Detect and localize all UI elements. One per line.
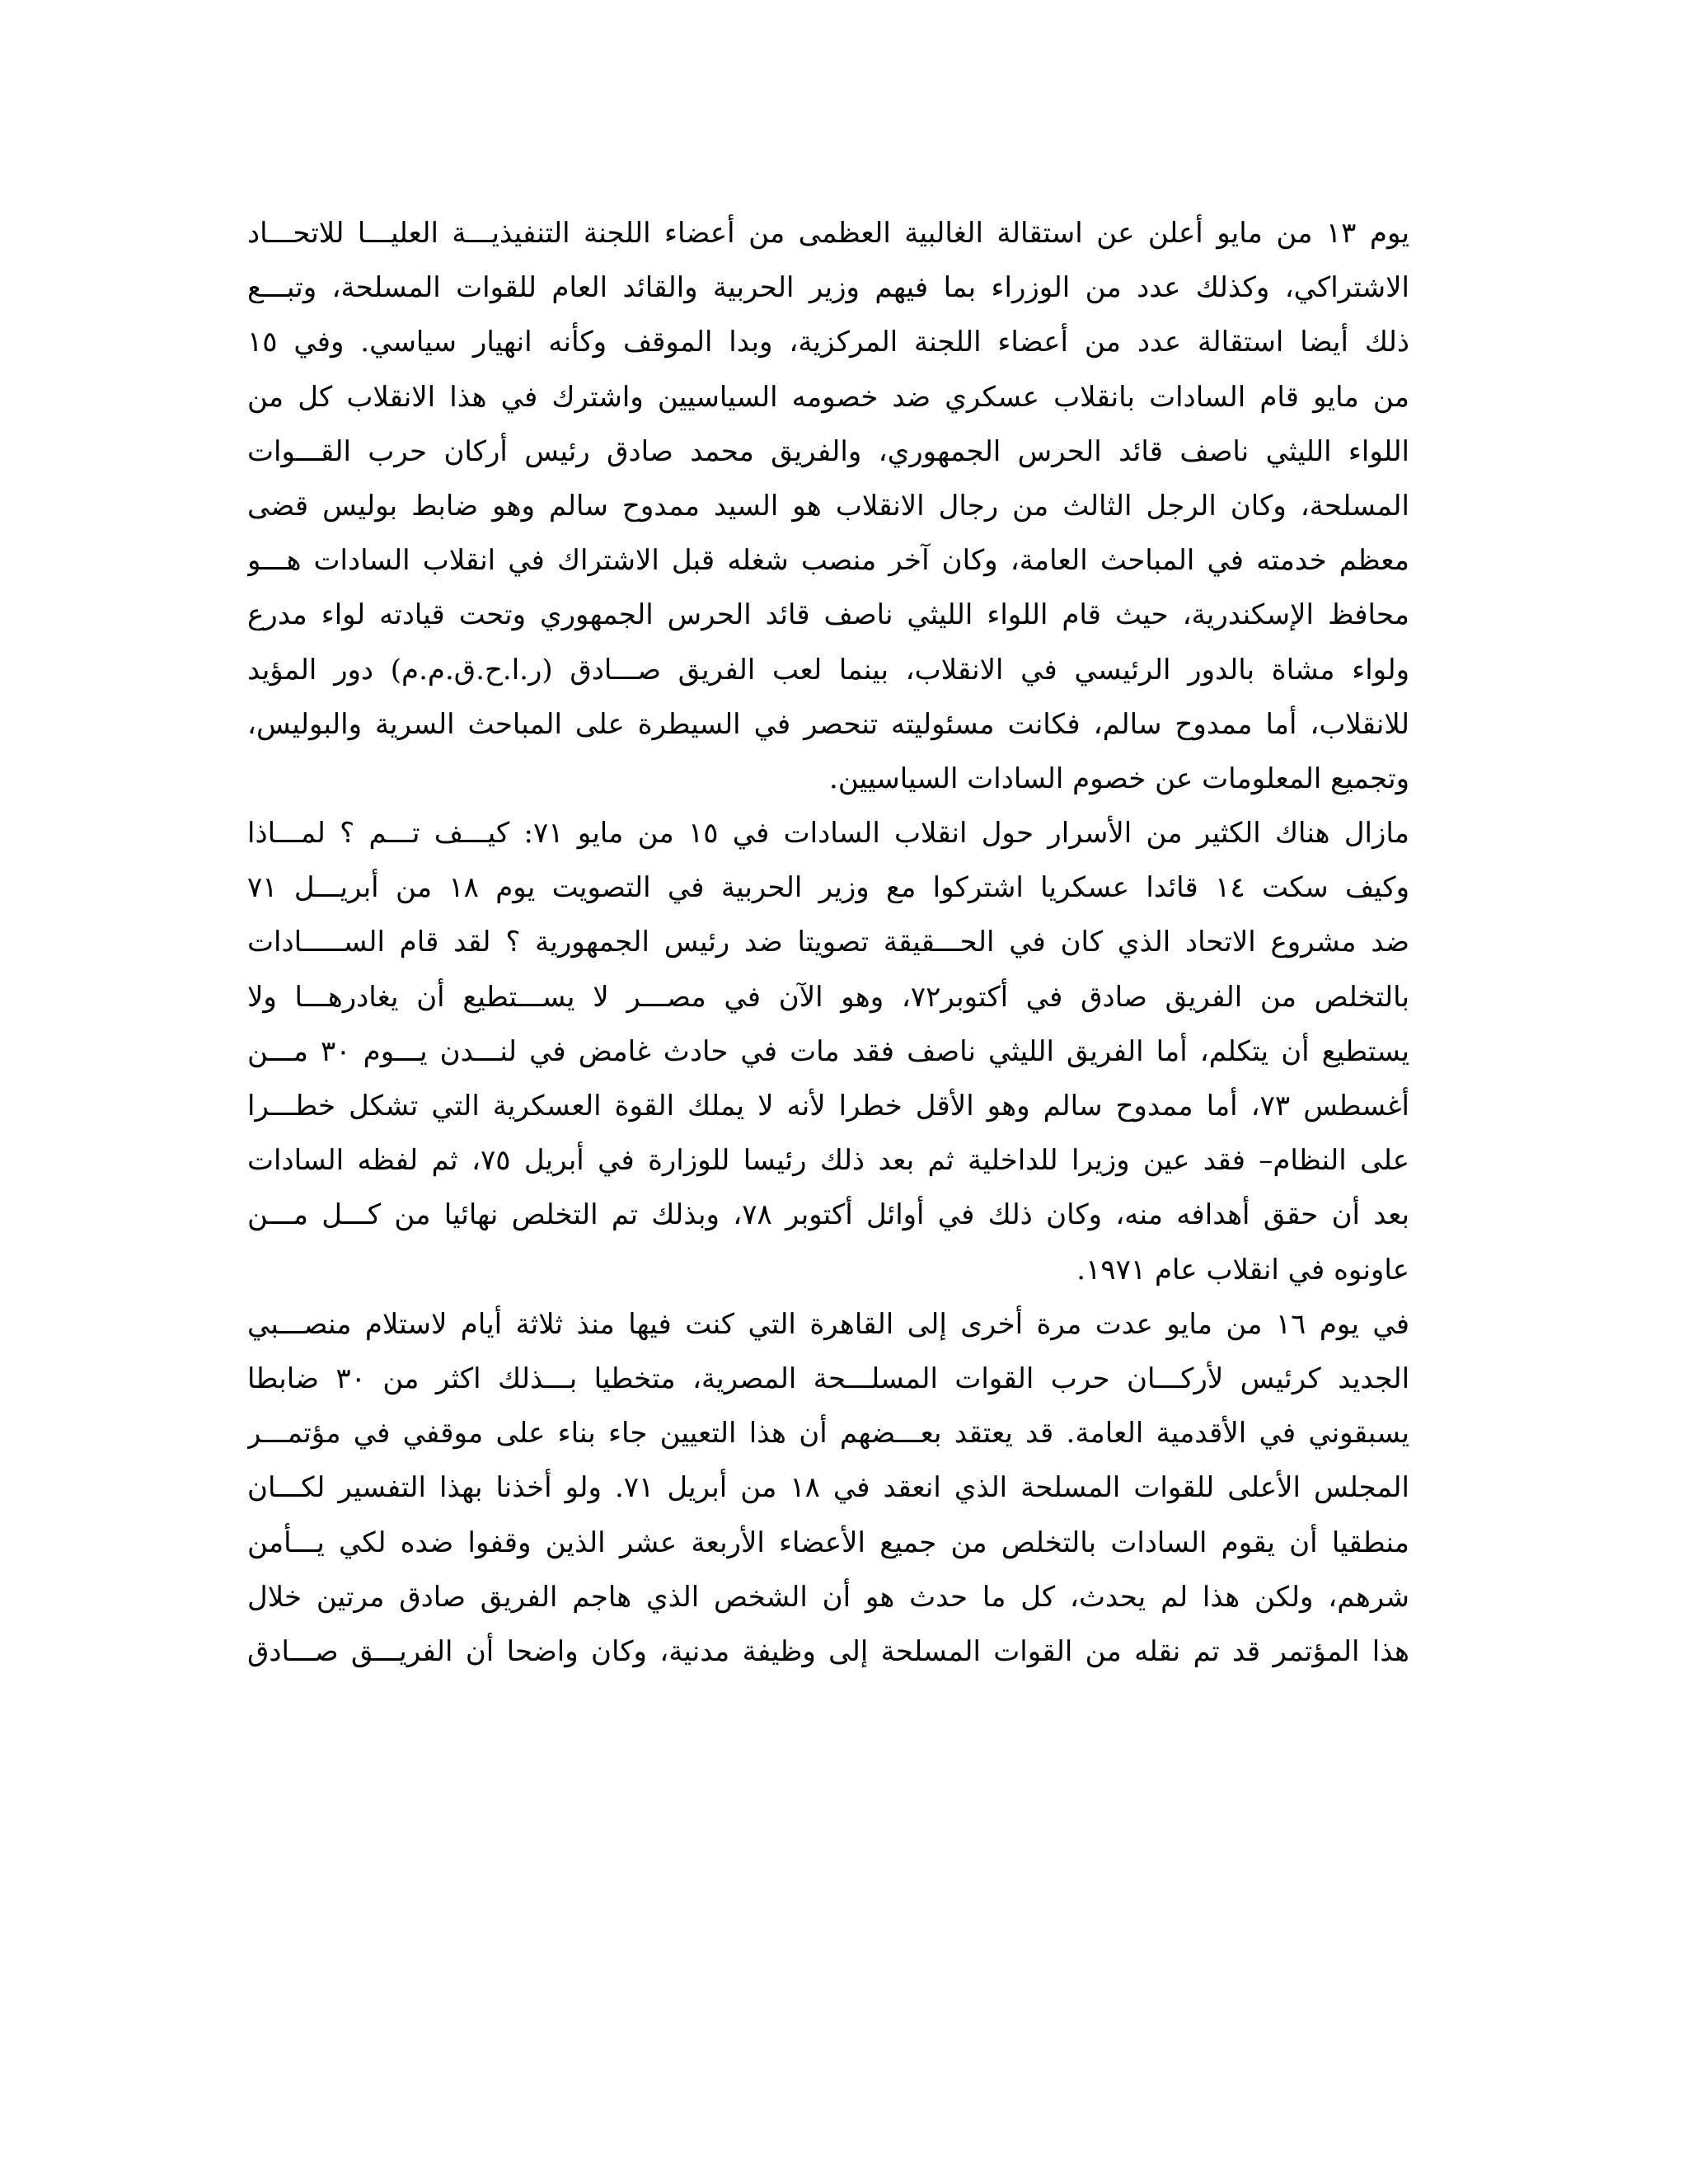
text-line: الاشتراكي، وكذلك عدد من الوزراء بما فيهم وزير الحربية والقائد العام للقوات المسلحة، وتبـــع (247, 271, 1409, 305)
paragraph-1 (247, 206, 1409, 806)
text-line: ذلك أيضا استقالة عدد من أعضاء اللجنة المركزية، وبدا الموقف وكأنه انهيار سياسي. وفي ١٥ (247, 326, 1409, 359)
text-line: محافظ الإسكندرية، حيث قام اللواء الليثي ناصف قائد الحرس الجمهوري وتحت قيادته لواء مدرع (247, 598, 1409, 632)
text-line: على النظام– فقد عين وزيرا للداخلية ثم بعد ذلك رئيسا للوزارة في أبريل ٧٥، ثم لفظه السادات (247, 1144, 1409, 1178)
text-line: بعد أن حقق أهدافه منه، وكان ذلك في أوائل أكتوبر ٧٨، وبذلك تم التخلص نهائيا من كـــل مـــن (247, 1198, 1409, 1232)
paragraph-2 (247, 806, 1409, 1297)
text-line: هذا المؤتمر قد تم نقله من القوات المسلحة إلى وظيفة مدنية، وكان واضحا أن الفريـــق صـــادق (247, 1634, 1409, 1668)
text-line: الجديد كرئيس لأركـــان حرب القوات المسلـــحة المصرية، متخطيا بـــذلك اكثر من ٣٠ ضابطا (247, 1361, 1409, 1395)
text-line: بالتخلص من الفريق صادق في أكتوبر٧٢، وهو الآن في مصـــر لا يســـتطيع أن يغادرهـــا ولا (247, 980, 1409, 1014)
text-line: من مايو قام السادات بانقلاب عسكري ضد خصومه السياسيين واشترك في هذا الانقلاب كل من (247, 380, 1409, 414)
text-line: وكيف سكت ١٤ قائدا عسكريا اشتركوا مع وزير الحربية في التصويت يوم ١٨ من أبريـــل ٧١ (247, 871, 1409, 905)
text-line: المسلحة، وكان الرجل الثالث من رجال الانقلاب هو السيد ممدوح سالم وهو ضابط بوليس قضى (247, 489, 1409, 523)
text-line: في يوم ١٦ من مايو عدت مرة أخرى إلى القاهرة التي كنت فيها منذ ثلاثة أيام لاستلام منصـــبي (247, 1307, 1409, 1341)
text-line: يستطيع أن يتكلم، أما الفريق الليثي ناصف فقد مات في حادث غامض في لنـــدن يـــوم ٣٠ مـــن (247, 1034, 1409, 1068)
paragraph-3 (247, 1297, 1409, 1679)
text-line: يسبقوني في الأقدمية العامة. قد يعتقد بعـــضهم أن هذا التعيين جاء بناء على موقفي في مؤتمـــر (247, 1417, 1409, 1451)
document-body (247, 206, 1409, 1679)
text-line: يوم ١٣ من مايو أعلن عن استقالة الغالبية العظمى من أعضاء اللجنة التنفيذيـــة العليـــا للاتحـــاد (247, 217, 1409, 250)
text-line: المجلس الأعلى للقوات المسلحة الذي انعقد في ١٨ من أبريل ٧١. ولو أخذنا بهذا التفسير لكـــان (247, 1471, 1409, 1505)
text-line: ضد مشروع الاتحاد الذي كان في الحـــقيقة تصويتا ضد رئيس الجمهورية ؟ لقد قام الســـــادات (247, 926, 1409, 959)
text-line: عاونوه في انقلاب عام ١٩٧١. (1076, 1253, 1409, 1286)
text-line: مازال هناك الكثير من الأسرار حول انقلاب السادات في ١٥ من مايو ٧١: كيـــف تـــم ؟ لمـــاذا (247, 817, 1409, 851)
text-line: وتجميع المعلومات عن خصوم السادات السياسيين. (829, 762, 1409, 795)
text-line: ولواء مشاة بالدور الرئيسي في الانقلاب، بينما لعب الفريق صـــادق (ر.ا.ح.ق.م.م) دور المؤيد (247, 653, 1409, 687)
text-line: اللواء الليثي ناصف قائد الحرس الجمهوري، والفريق محمد صادق رئيس أركان حرب القـــوات (247, 434, 1409, 468)
text-line: معظم خدمته في المباحث العامة، وكان آخر منصب شغله قبل الاشتراك في انقلاب السادات هـــو (247, 544, 1409, 578)
text-line: منطقيا أن يقوم السادات بالتخلص من جميع الأعضاء الأربعة عشر الذين وقفوا ضده لكي يـــأمن (247, 1526, 1409, 1559)
text-line: شرهم، ولكن هذا لم يحدث، كل ما حدث هو أن الشخص الذي هاجم الفريق صادق مرتين خلال (247, 1580, 1409, 1614)
text-line: للانقلاب، أما ممدوح سالم، فكانت مسئوليته تنحصر في السيطرة على المباحث السرية والبوليس، (247, 707, 1409, 741)
text-line: أغسطس ٧٣، أما ممدوح سالم وهو الأقل خطرا لأنه لا يملك القوة العسكرية التي تشكل خطـــرا (247, 1090, 1409, 1122)
